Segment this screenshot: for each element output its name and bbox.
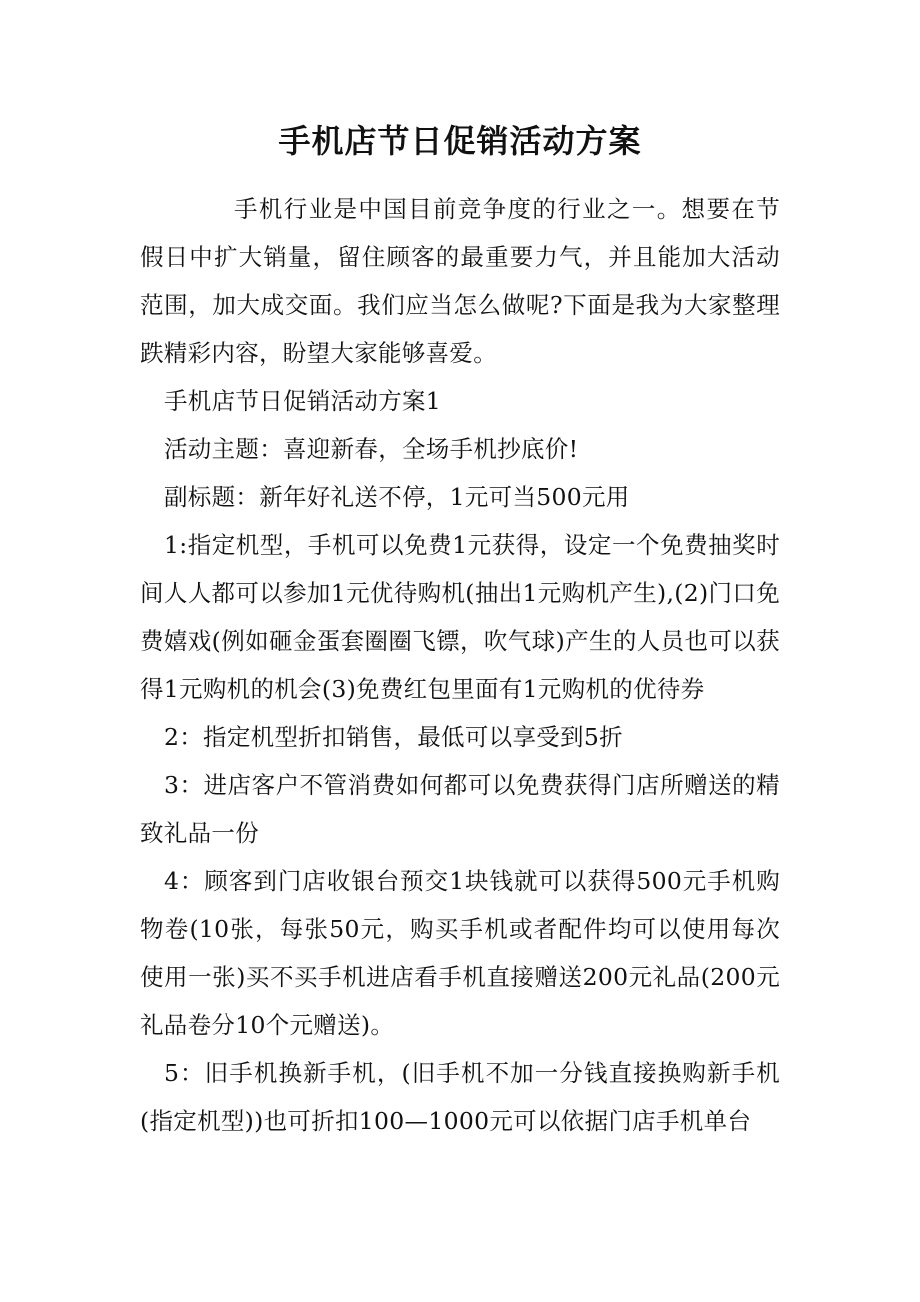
item-4-paragraph: 4：顾客到门店收银台预交1块钱就可以获得500元手机购物卷(10张，每张50元，购买手机或者配件均可以使用每次使用一张)买不买手机进店看手机直接赠送200元礼品(200元礼品卷分10个元赠送)。 bbox=[140, 867, 780, 1039]
item-5-paragraph: 5：旧手机换新手机，(旧手机不加一分钱直接换购新手机(指定机型))也可折扣100—1000元可以依据门店手机单台 bbox=[140, 1059, 780, 1135]
activity-subtitle: 副标题：新年好礼送不停，1元可当500元用 bbox=[164, 483, 630, 511]
document-body bbox=[140, 185, 780, 1145]
intro-paragraph: 手机行业是中国目前竞争度的行业之一。想要在节假日中扩大销量，留住顾客的最重要力气，并且能加大活动范围，加大成交面。我们应当怎么做呢?下面是我为大家整理跌精彩内容，盼望大家能够喜爱。 bbox=[140, 195, 780, 367]
item-2-paragraph: 2：指定机型折扣销售，最低可以享受到5折 bbox=[164, 723, 623, 751]
document-title: 手机店节日促销活动方案 bbox=[278, 122, 642, 160]
section-heading: 手机店节日促销活动方案1 bbox=[164, 387, 442, 415]
item-3-paragraph: 3：进店客户不管消费如何都可以免费获得门店所赠送的精致礼品一份 bbox=[140, 771, 780, 847]
activity-theme: 活动主题：喜迎新春，全场手机抄底价! bbox=[164, 435, 579, 463]
item-1-paragraph: 1:指定机型，手机可以免费1元获得，设定一个免费抽奖时间人人都可以参加1元优待购机(抽出1元购机产生),(2)门口免费嬉戏(例如砸金蛋套圈圈飞镖，吹气球)产生的人员也可以获得1元购机的机会(3)免费红包里面有1元购机的优待券 bbox=[140, 531, 780, 703]
